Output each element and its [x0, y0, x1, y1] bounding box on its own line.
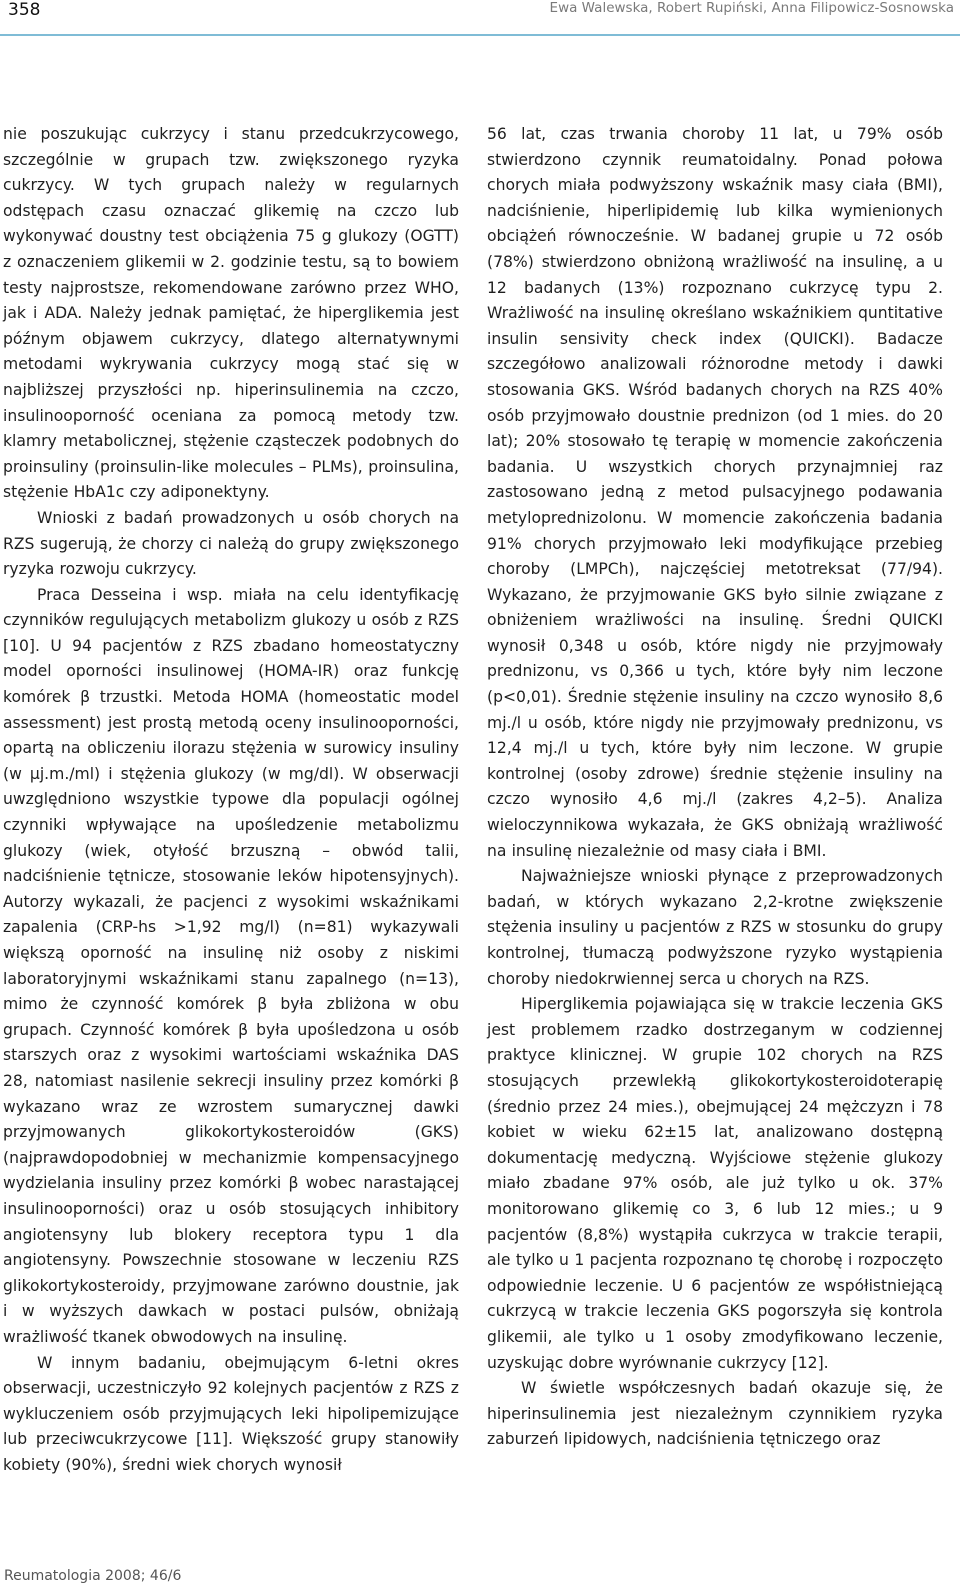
- page-number: 358: [8, 0, 41, 20]
- paragraph: W innym badaniu, obejmującym 6-letni okres obserwacji, uczestniczyło 92 kolejnych pacjentów z RZS z wykluczeniem osób przyjmujących leki hipolipemizujące lub przeciwcukrzycowe [11]. Większość grupy stanowiły kobiety (90%), średni wiek chorych wynosił: [3, 1353, 459, 1474]
- header-rule: [0, 34, 960, 36]
- paragraph: W świetle współczesnych badań okazuje się, że hiperinsulinemia jest niezależnym czynnikiem ryzyka zaburzeń lipidowych, nadciśnienia tętniczego oraz: [487, 1379, 943, 1449]
- paragraph: 56 lat, czas trwania choroby 11 lat, u 79% osób stwierdzono czynnik reumatoidalny. Ponad połowa chorych miała podwyższony wskaźnik masy ciała (BMI), nadciśnienie, hiperlipidemię lub kilka wymienionych obciążeń równocześnie. W badanej grupie u 72 osób (78%) stwierdzono obniżoną wrażliwość na insulinę, a u 12 badanych (13%) rozpoznano cukrzycę typu 2. Wrażliwość na insulinę określano wskaźnikiem quntitative insulin sensivity check index (QUICKI). Badacze szczegółowo analizowali różnorodne metody i dawki stosowania GKS. Wśród badanych chorych na RZS 40% osób przyjmowało doustnie prednizon (od 1 mies. do 20 lat); 20% stosowało tę terapię w momencie zakończenia badania. U wszystkich chorych przynajmniej raz zastosowano jedną z metod pulsacyjnego podawania metyloprednizolonu. W momencie zakończenia badania 91% chorych przyjmowało leki modyfikujące przebieg choroby (LMPCh), najczęściej metotreksat (77/94). Wykazano, że przyjmowanie GKS było silnie związane z obniżeniem wrażliwości na insulinę. Średni QUICKI wynosił 0,348 u osób, które nigdy nie przyjmowały prednizonu, vs 0,366 u tych, które były nim leczone (p<0,01). Średnie stężenie insuliny na czczo wynosiło 8,6 mj./l u osób, które nigdy nie przyjmowały prednizonu, vs 12,4 mj./l u tych, które były nim leczone. W grupie kontrolnej (osoby zdrowe) średnie stężenie insuliny na czczo wynosiło 4,6 mj./l (zakres 4,2–5). Analiza wieloczynnikowa wykazała, że GKS obniżają wrażliwość na insulinę niezależnie od masy ciała i BMI.: [487, 125, 943, 860]
- paragraph: nie poszukując cukrzycy i stanu przedcukrzycowego, szczególnie w grupach tzw. zwiększonego ryzyka cukrzycy. W tych grupach należy w regularnych odstępach czasu oznaczać glikemię na czczo lub wykonywać doustny test obciążenia 75 g glukozy (OGTT) z oznaczeniem glikemii w 2. godzinie testu, są to bowiem testy najprostsze, rekomendowane zarówno przez WHO, jak i ADA. Należy jednak pamiętać, że hiperglikemia jest późnym objawem cukrzycy, dlatego alternatywnymi metodami wykrywania cukrzycy mogą stać się w najbliższej przyszłości np. hiperinsulinemia na czczo, insulinooporność oceniana za pomocą metody tzw. klamry metabolicznej, stężenie cząsteczek podobnych do proinsuliny (proinsulin-like molecules – PLMs), proinsulina, stężenie HbA1c czy adiponektyny.: [3, 125, 459, 502]
- paragraph: Najważniejsze wnioski płynące z przeprowadzonych badań, w których wykazano 2,2-krotne zwiększenie stężenia insuliny u pacjentów z RZS w stosunku do grupy kontrolnej, tłumaczą podwyższone ryzyko wystąpienia choroby niedokrwiennej serca u chorych na RZS.: [487, 867, 943, 988]
- paragraph: Praca Desseina i wsp. miała na celu identyfikację czynników regulujących metabolizm glukozy u osób z RZS [10]. U 94 pacjentów z RZS zbadano homeostatyczny model oporności insulinowej (HOMA-IR) oraz funkcję komórek β trzustki. Metoda HOMA (homeostatic model assessment) jest prostą metodą oceny insulinooporności, opartą na obliczeniu ilorazu stężenia w surowicy insuliny (w μj.m./ml) i stężenia glukozy (w mg/dl). W obserwacji uwzględniono wszystkie typowe dla populacji ogólnej czynniki wpływające na upośledzenie metabolizmu glukozy (wiek, otyłość brzuszną – obwód talii, nadciśnienie tętnicze, stosowanie leków hipotensyjnych). Autorzy wykazali, że pacjenci z wysokimi wskaźnikami zapalenia (CRP-hs >1,92 mg/l) (n=81) wykazywali większą oporność na insulinę niż osoby z niskimi laboratoryjnymi wskaźnikami stanu zapalnego (n=13), mimo że czynność komórek β była zbliżona w obu grupach. Czynność komórek β była upośledzona u osób starszych oraz z wysokimi wartościami wskaźnika DAS 28, natomiast nasilenie sekrecji insuliny przez komórki β wykazano wraz ze wzrostem sumarycznej dawki przyjmowanych glikokortykosteroidów (GKS) (najprawdopodobniej w mechanizmie kompensacyjnego wydzielania insuliny przez komórki β wobec narastającej insulinooporności) oraz u osób stosujących inhibitory angiotensyny lub blokery receptora typu 1 dla angiotensyny. Powszechnie stosowane w leczeniu RZS glikokortykosteroidy, przyjmowane zarówno doustnie, jak i w wyższych dawkach w postaci pulsów, obniżają wrażliwość tkanek obwodowych na insulinę.: [3, 585, 459, 1346]
- paragraph: Hiperglikemia pojawiająca się w trakcie leczenia GKS jest problemem rzadko dostrzeganym w codziennej praktyce klinicznej. W grupie 102 chorych na RZS stosujących przewlekłą glikokortykosteroidoterapię (średnio przez 24 mies.), obejmującej 24 mężczyzn i 78 kobiet w wieku 62±15 lat, analizowano dostępną dokumentację medyczną. Wyjściowe stężenie glukozy miało zbadane 97% osób, ale już tylko u ok. 37% monitorowano glikemię co 3, 6 lub 12 mies.; u 9 pacjentów (8,8%) wystąpiła cukrzyca w trakcie terapii, ale tylko u 1 pacjenta rozpoznano tę chorobę i rozpoczęto odpowiednie leczenie. U 6 pacjentów ze współistniejącą cukrzycą w trakcie leczenia GKS pogorszyła się kontrola glikemii, ale tylko u 1 osoby zmodyfikowano leczenie, uzyskując dobre wyrównanie cukrzycy [12].: [487, 995, 943, 1372]
- journal-footer: Reumatologia 2008; 46/6: [4, 1568, 182, 1584]
- right-text-column: [487, 122, 943, 1453]
- left-text-column: [3, 122, 459, 1478]
- page-header: [0, 0, 960, 34]
- running-head-authors: Ewa Walewska, Robert Rupiński, Anna Filipowicz-Sosnowska: [549, 0, 954, 16]
- paragraph: Wnioski z badań prowadzonych u osób chorych na RZS sugerują, że chorzy ci należą do grupy zwiększonego ryzyka rozwoju cukrzycy.: [3, 508, 459, 579]
